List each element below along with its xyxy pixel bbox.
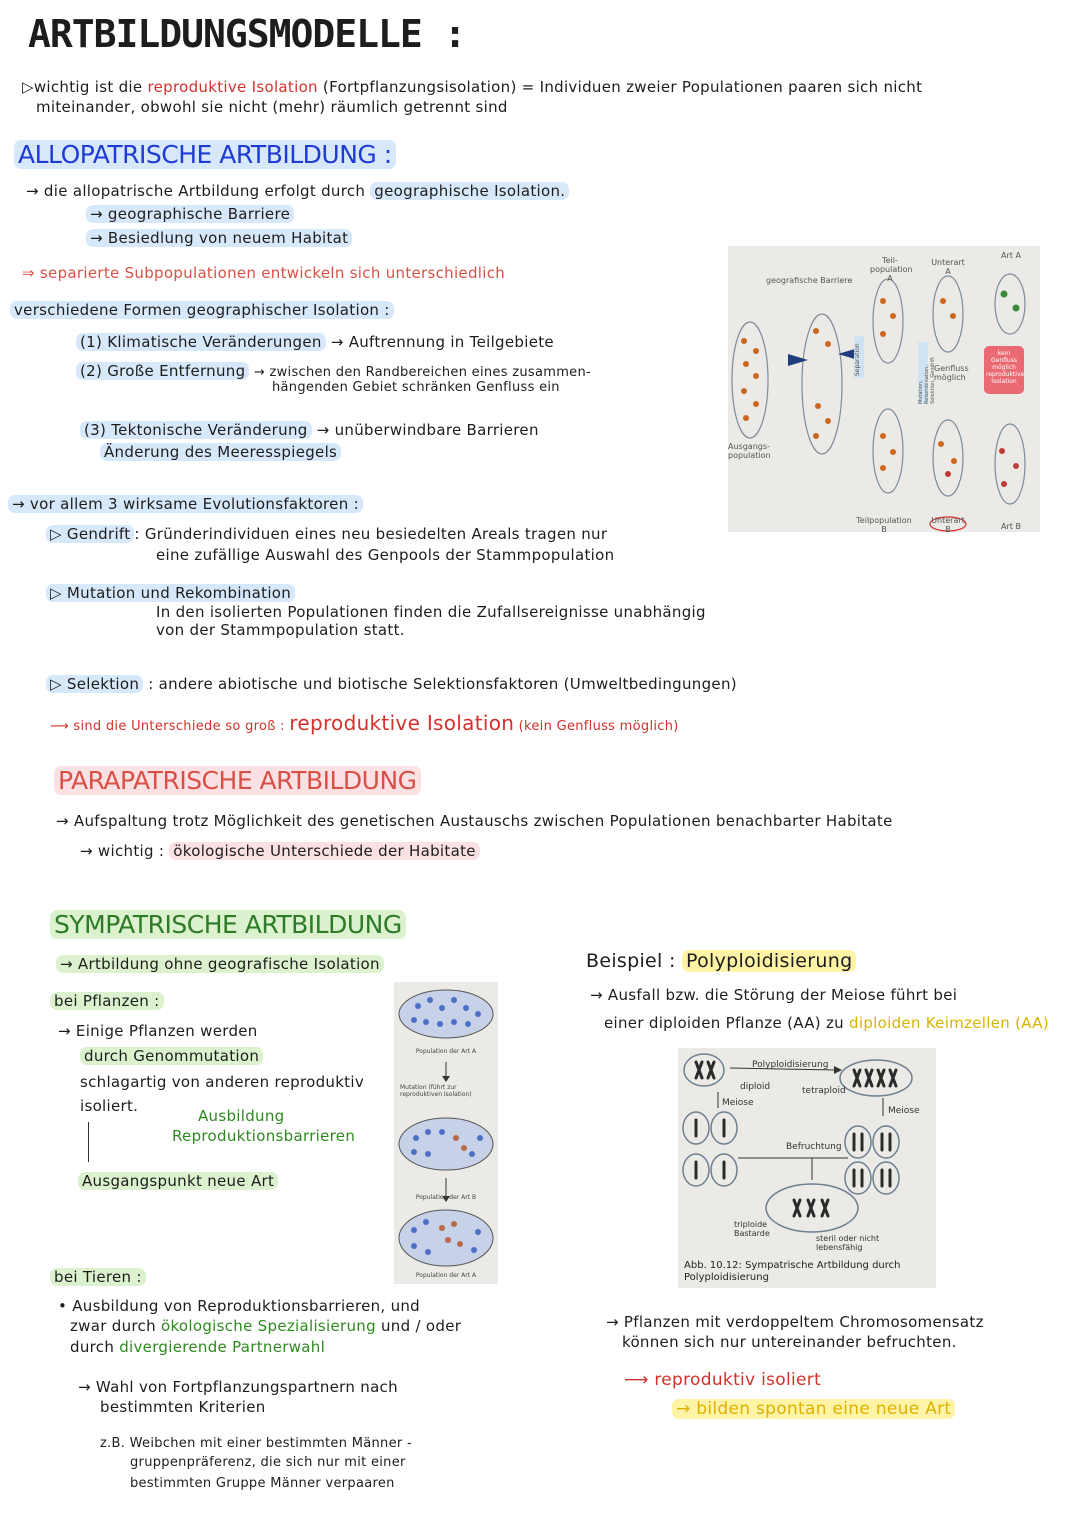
separation-label: Separation <box>854 343 861 376</box>
form-1 <box>76 333 554 351</box>
text: bei Tieren : <box>50 1268 146 1286</box>
text: (2) Große Entfernung <box>76 362 249 380</box>
text-2: (kein Genfluss möglich) <box>514 719 679 734</box>
intro-text: wichtig ist die <box>33 78 148 96</box>
sympatric-figure <box>394 982 498 1284</box>
text: → geographische Barriere <box>86 205 294 223</box>
plants-line-6: Reproduktionsbarrieren <box>172 1127 356 1145</box>
label: ▷ Selektion <box>46 675 143 693</box>
mutation-label: Mutation (führt zur reproduktiven Isolation) <box>400 1084 472 1098</box>
no-genfluss-label: kein Genfluss möglich reproduktive Isolation <box>986 350 1025 385</box>
parapatric-heading: PARAPATRISCHE ARTBILDUNG <box>54 766 421 795</box>
text: Änderung des Meeresspiegels <box>100 443 341 461</box>
unterart-a-label: Unterart A <box>931 258 965 276</box>
allopatric-line-1 <box>26 182 569 200</box>
genfluss-label: Genfluss möglich <box>934 364 969 382</box>
plants-line-5: Ausbildung <box>198 1107 285 1125</box>
plants-line-7 <box>78 1172 278 1190</box>
animals-line-7: gruppenpräferenz, die sich nur mit einer <box>130 1455 406 1470</box>
animals-line-5: bestimmten Kriterien <box>100 1398 266 1416</box>
figure-caption-2: Polyploidisierung <box>684 1272 769 1283</box>
intro-text-2: (Fortpflanzungsisolation) = Individuen zweier Populationen paaren sich nicht <box>317 78 923 96</box>
geo-barrier-label: geografische Barriere <box>766 276 853 285</box>
mutation-label: Mutation, Rekombination, Selektion, Gendrift <box>918 357 936 404</box>
text: → vor allem 3 wirksame Evolutionsfaktoren : <box>8 495 363 513</box>
text: ⟶ sind die Unterschiede so groß : <box>50 719 290 734</box>
animals-line-4: → Wahl von Fortpflanzungspartnern nach <box>78 1378 398 1396</box>
polyploid-after-1: → Pflanzen mit verdoppeltem Chromosomensatz <box>606 1313 984 1331</box>
text: : Gründerindividuen eines neu besiedelten Areals tragen nur <box>134 525 608 543</box>
page-title: ARTBILDUNGSMODELLE : <box>28 12 466 56</box>
sympatric-diagram <box>394 982 498 1284</box>
polyploid-after-4 <box>672 1400 955 1418</box>
polyploid-diagram <box>678 1048 936 1288</box>
animals-line-6: z.B. Weibchen mit einer bestimmten Männer - <box>100 1436 412 1451</box>
sympatric-line-1 <box>56 955 384 973</box>
form-2 <box>76 362 591 380</box>
polyploid-line-1: → Ausfall bzw. die Störung der Meiose führt bei <box>590 986 958 1004</box>
text: → bilden spontan eine neue Art <box>672 1399 955 1419</box>
keyword-geo-isolation: geographische Isolation. <box>370 182 569 200</box>
allopatric-figure <box>728 246 1040 532</box>
sympatric-heading: SYMPATRISCHE ARTBILDUNG <box>50 910 406 939</box>
animals-line-8: bestimmten Gruppe Männer verpaaren <box>130 1476 395 1491</box>
text: → Besiedlung von neuem Habitat <box>86 229 352 247</box>
text: bei Pflanzen : <box>50 992 164 1010</box>
label: Beispiel : <box>586 950 676 972</box>
tetraploid-label: tetraploid <box>802 1086 846 1096</box>
text: einer diploiden Pflanze (AA) zu <box>604 1014 850 1032</box>
form-2-cont: hängenden Gebiet schränken Genfluss ein <box>272 380 560 395</box>
start-pop-label: Ausgangs-population <box>728 442 771 460</box>
form-3-cont <box>100 443 341 461</box>
allopatric-sub-1 <box>86 205 294 223</box>
text: → Artbildung ohne geografische Isolation <box>56 955 384 973</box>
text: durch Genommutation <box>80 1047 263 1065</box>
arrow-line <box>88 1122 89 1162</box>
text: durch <box>70 1338 120 1356</box>
allopatric-conclusion <box>50 711 679 735</box>
label: ▷ Gendrift <box>46 525 134 543</box>
steril-label: steril oder nicht lebensfähig <box>816 1234 880 1252</box>
plants-line-2 <box>80 1047 263 1065</box>
factor-mutation-text-2: von der Stammpopulation statt. <box>156 621 405 639</box>
figure-caption-1: Abb. 10.12: Sympatrische Artbildung durch <box>684 1260 901 1271</box>
label: ▷ Mutation und Rekombination <box>46 584 295 602</box>
text: (1) Klimatische Veränderungen <box>76 333 326 351</box>
plants-line-3: schlagartig von anderen reproduktiv <box>80 1073 365 1091</box>
meiose-right-label: Meiose <box>888 1106 920 1116</box>
intro-line-2: miteinander, obwohl sie nicht (mehr) räumlich getrennt sind <box>36 98 508 116</box>
text: verschiedene Formen geographischer Isolation : <box>10 301 394 319</box>
keyword: divergierende Partnerwahl <box>119 1338 326 1356</box>
polyploid-after-2: können sich nur untereinander befruchten. <box>622 1333 957 1351</box>
factor-selektion <box>46 675 737 693</box>
polyploid-label: Polyploidisierung <box>752 1060 829 1070</box>
pop-a-top-label: Population der Art A <box>415 1048 477 1055</box>
parapatric-line-1: → Aufspaltung trotz Möglichkeit des genetischen Austauschs zwischen Populationen benachbarter Habitate <box>56 812 893 830</box>
parapatric-line-2 <box>80 842 480 860</box>
polyploid-after-3: ⟶ reproduktiv isoliert <box>624 1370 822 1390</box>
factors-heading <box>8 495 363 513</box>
text: → die allopatrische Artbildung erfolgt durch <box>26 182 371 200</box>
text-2: → unüberwindbare Barrieren <box>311 421 539 439</box>
art-a-label: Art A <box>1001 251 1021 260</box>
text: Ausgangspunkt neue Art <box>78 1172 278 1190</box>
keyword: ökologische Unterschiede der Habitate <box>169 842 479 860</box>
plants-line-4: isoliert. <box>80 1097 139 1115</box>
factor-mutation <box>46 584 295 602</box>
animals-line-1: • Ausbildung von Reproduktionsbarrieren, und <box>58 1297 421 1315</box>
diploid-label: diploid <box>740 1082 771 1092</box>
polyploid-figure <box>678 1048 936 1288</box>
keyword: ökologische Spezialisierung <box>160 1317 376 1335</box>
intro-line-1 <box>22 78 1062 96</box>
keyword: diploiden Keimzellen (AA) <box>849 1014 1049 1032</box>
intro-keyword: reproduktive Isolation <box>147 78 318 96</box>
factor-mutation-text: In den isolierten Populationen finden die Zufallsereignisse unabhängig <box>156 603 706 621</box>
factor-gendrift <box>46 525 607 543</box>
allopatric-diagram <box>728 246 1040 532</box>
art-b-label: Art B <box>1001 522 1021 531</box>
text: : andere abiotische und biotische Selektionsfaktoren (Umweltbedingungen) <box>143 675 737 693</box>
triploid-label: triploide Bastarde <box>734 1220 770 1238</box>
allopatric-heading: ALLOPATRISCHE ARTBILDUNG : <box>14 140 396 169</box>
keyword: reproduktive Isolation <box>289 711 515 735</box>
keyword: Polyploidisierung <box>682 950 856 972</box>
text-2: → zwischen den Randbereichen eines zusammen- <box>249 365 591 380</box>
factor-gendrift-cont: eine zufällige Auswahl des Genpools der Stammpopulation <box>156 546 615 564</box>
animals-label <box>50 1268 146 1286</box>
pop-b-label: Population der Art B <box>415 1194 477 1201</box>
meiose-left-label: Meiose <box>722 1098 754 1108</box>
teilpop-b-label: Teilpopulation B <box>856 516 912 534</box>
text: (3) Tektonische Veränderung <box>80 421 312 439</box>
animals-line-2 <box>70 1317 461 1335</box>
teilpop-a-label: Teil-population A <box>870 256 913 283</box>
text: zwar durch <box>70 1317 161 1335</box>
text-2: und / oder <box>375 1317 462 1335</box>
animals-line-3 <box>70 1338 325 1356</box>
polyploid-title <box>586 952 856 970</box>
unterart-b-label: Unterart B <box>931 516 965 534</box>
form-3 <box>80 421 539 439</box>
pop-a-bottom-label: Population der Art A <box>415 1272 477 1279</box>
bullet-icon: ▷ <box>22 78 34 96</box>
plants-label <box>50 992 164 1010</box>
plants-line-1: → Einige Pflanzen werden <box>58 1022 258 1040</box>
text: → wichtig : <box>80 842 170 860</box>
forms-heading <box>10 301 394 319</box>
befruchtung-label: Befruchtung <box>786 1142 842 1152</box>
text-2: → Auftrennung in Teilgebiete <box>325 333 554 351</box>
polyploid-line-2 <box>604 1014 1049 1032</box>
allopatric-result: ⇒ separierte Subpopulationen entwickeln sich unterschiedlich <box>22 264 506 282</box>
allopatric-sub-2 <box>86 229 352 247</box>
